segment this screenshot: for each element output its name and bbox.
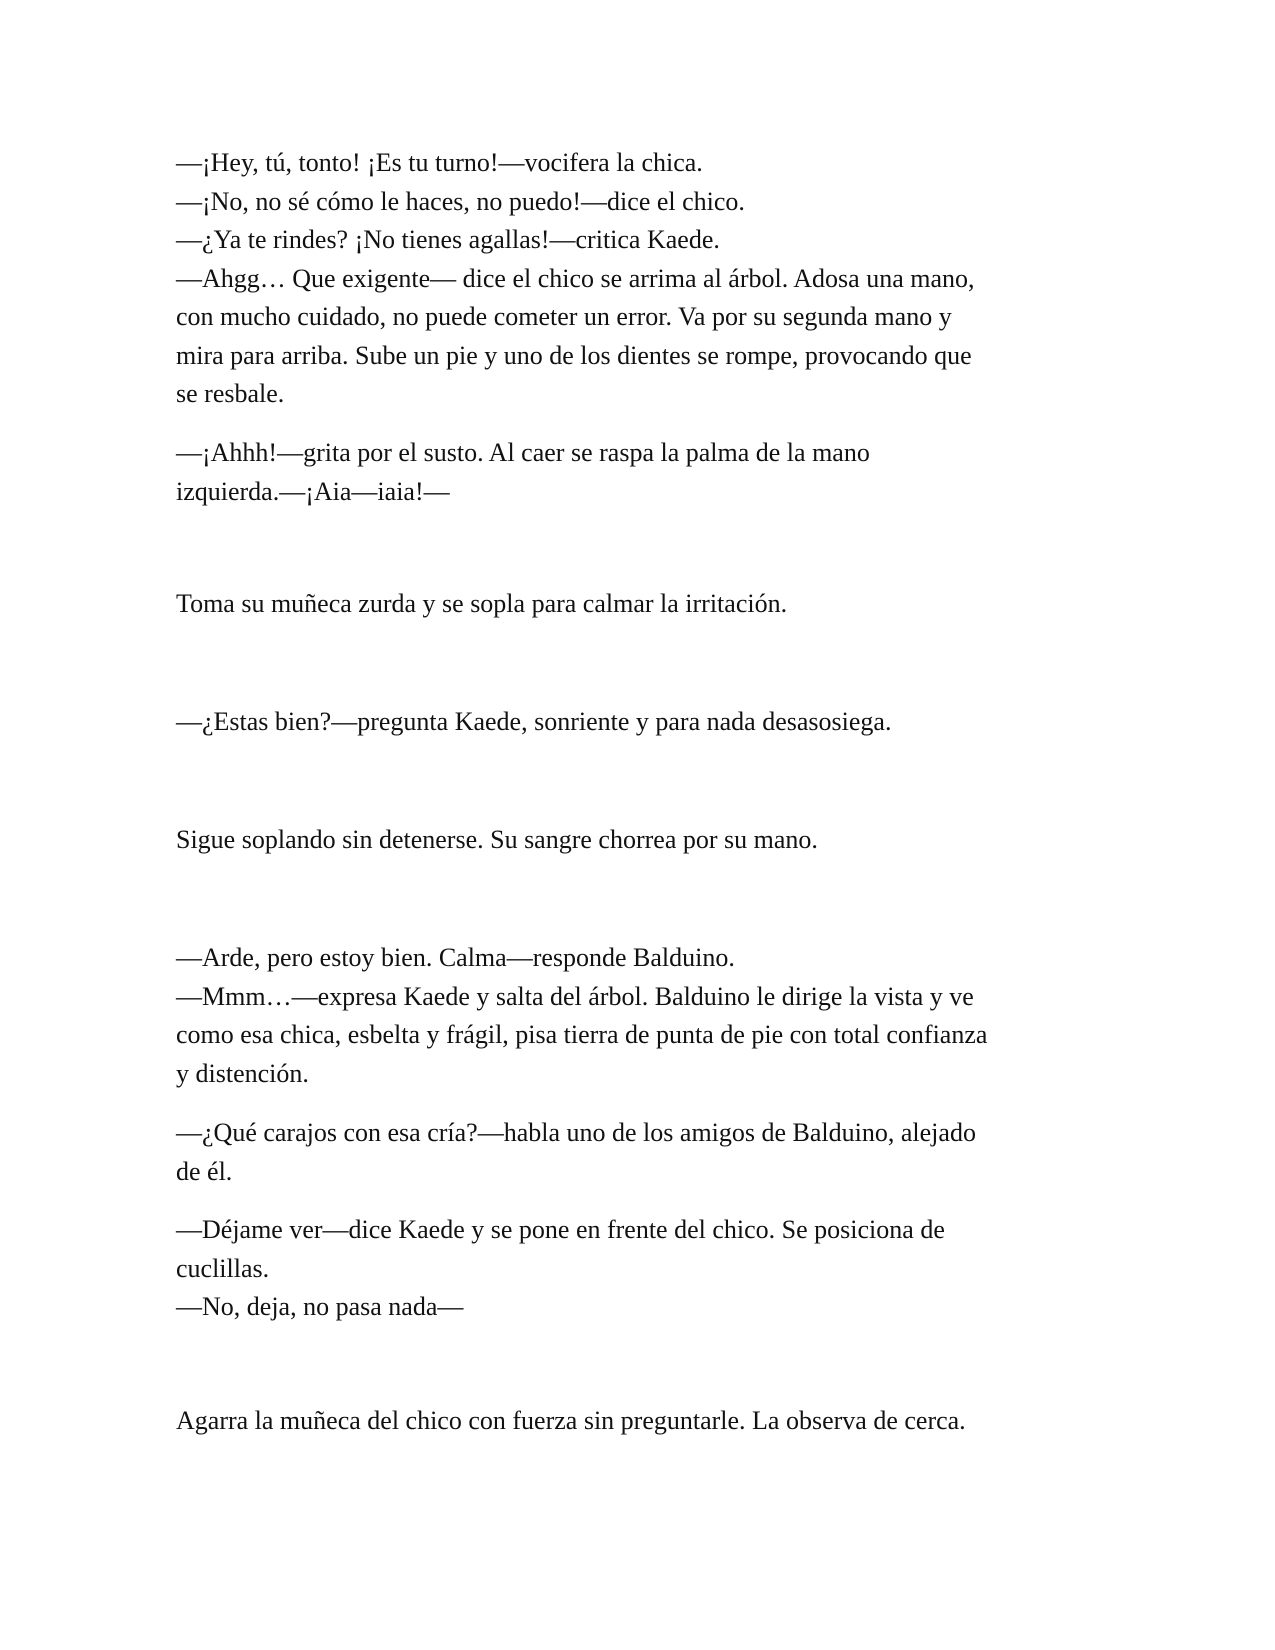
paragraph-grab [176, 1402, 1096, 1441]
text-line: mira para arriba. Sube un pie y uno de los dientes se rompe, provocando que [176, 340, 972, 370]
paragraph-dialogue-opening [176, 144, 1096, 414]
text-line: —¿Estas bien?—pregunta Kaede, sonriente y para nada desasosiega. [176, 707, 892, 736]
text-line: —Mmm…—expresa Kaede y salta del árbol. Balduino le dirige la vista y ve [176, 981, 974, 1011]
text-line: —¡No, no sé cómo le haces, no puedo!—dice el chico. [176, 186, 745, 216]
text-line: —Ahgg… Que exigente— dice el chico se arrima al árbol. Adosa una mano, [176, 263, 975, 293]
text-line: cuclillas. [176, 1253, 270, 1283]
text-line: de él. [176, 1156, 233, 1186]
text-line: y distención. [176, 1058, 309, 1088]
paragraph-response [176, 939, 1096, 1093]
paragraph-fall [176, 434, 1096, 511]
text-line: —No, deja, no pasa nada— [176, 1292, 464, 1321]
paragraph-friend [176, 1114, 1096, 1191]
text-line: —Déjame ver—dice Kaede y se pone en frente del chico. Se posiciona de [176, 1215, 945, 1244]
text-line: como esa chica, esbelta y frágil, pisa tierra de punta de pie con total confianza [176, 1020, 988, 1049]
text-line: Sigue soplando sin detenerse. Su sangre chorrea por su mano. [176, 825, 818, 854]
text-line: —¡Ahhh!—grita por el susto. Al caer se raspa la palma de la mano [176, 438, 870, 467]
text-line: Agarra la muñeca del chico con fuerza sin preguntarle. La observa de cerca. [176, 1406, 966, 1435]
text-line: —¿Qué carajos con esa cría?—habla uno de los amigos de Balduino, alejado [176, 1118, 976, 1147]
text-line: —¡Hey, tú, tonto! ¡Es tu turno!—vocifera la chica. [176, 148, 703, 177]
text-line: Toma su muñeca zurda y se sopla para calmar la irritación. [176, 589, 788, 618]
text-line: —Arde, pero estoy bien. Calma—responde Balduino. [176, 943, 735, 972]
text-line: con mucho cuidado, no puede cometer un error. Va por su segunda mano y [176, 302, 952, 331]
text-line: izquierda.—¡Aia—iaia!— [176, 476, 450, 506]
paragraph-wrist [176, 585, 1096, 624]
paragraph-let-me-see [176, 1211, 1096, 1327]
text-line: se resbale. [176, 379, 285, 408]
paragraph-question [176, 703, 1096, 742]
text-line: —¿Ya te rindes? ¡No tienes agallas!—critica Kaede. [176, 225, 720, 254]
paragraph-blowing [176, 821, 1096, 860]
